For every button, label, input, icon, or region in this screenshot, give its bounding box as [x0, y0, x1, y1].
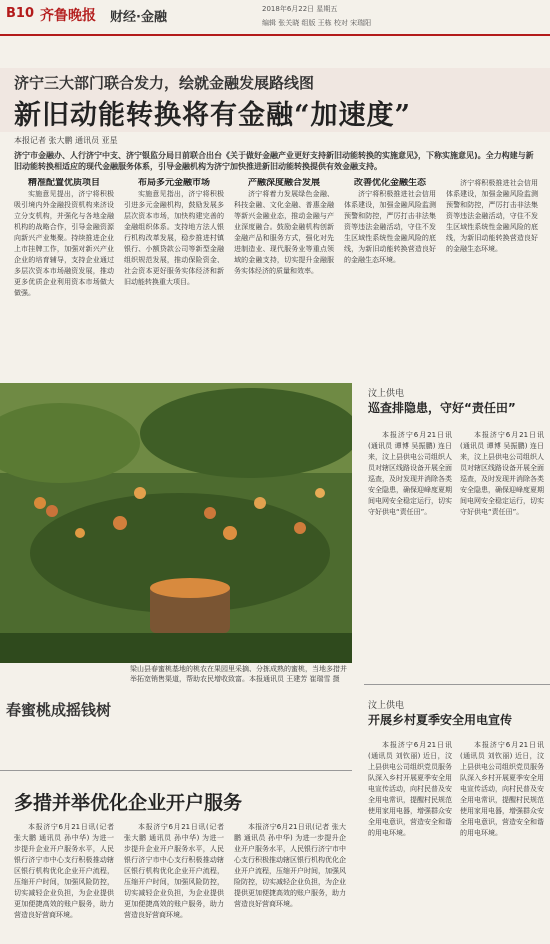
article-paragraph: 实施意见提出，济宁将积极吸引境内外金融投资机构来济设立分支机构，并强化与各地金融机构的战略合作，引导金融资源向新兴产业集聚。持续推进企业上市挂牌工作，加强对新兴产业企业的培育辅导，支持企业通过多层次资本市场融资发展，推动更多优质企业利用资本市场做大做强。	[14, 190, 114, 297]
divider	[0, 770, 352, 771]
editors-line: 编辑 张关晓 组版 王栋 校对 宋瑞阳	[262, 19, 372, 27]
article-paragraph: 济宁将积极推进社会信用体系建设，加强金融风险监测预警和防控，严厉打击非法集资等违法金融活动，守住不发生区域性系统性金融风险的底线，为新旧动能转换营造良好的金融生态环境。	[446, 179, 538, 253]
photo-side-title: 春蜜桃成摇钱树	[6, 701, 112, 719]
article-subheading: 产融深度融合发展	[247, 178, 320, 188]
right-article-2-column-2	[460, 740, 544, 936]
peach-orchard-photo	[0, 383, 352, 663]
article-column-1	[14, 178, 114, 378]
article-subheading: 布局多元金融市场	[137, 178, 210, 188]
article-title: 开展乡村夏季安全用电宣传	[368, 713, 513, 727]
article-paragraph: 本报济宁6月21日讯(记者 张大鹏 通讯员 孙中华) 为进一步提升企业开户服务水平，人民银行济宁市中心支行积极推动辖区银行机构优化企业开户流程，压缩开户时间，加强风险防控，切实减轻企业负担，为企业提供更加便捷高效的账户服务，助力营造良好营商环境。	[14, 823, 114, 919]
bottom-article-title: 多措并举优化企业开户服务	[14, 792, 243, 814]
bottom-article-column-2	[124, 822, 224, 938]
article-paragraph: 本报济宁6月21日讯(通讯员 谭博 吴振鹏) 连日来，汶上县供电公司组织人员对辖区线路设备开展全面巡查，及时发现并消除各类安全隐患，确保迎峰度夏期间电网安全稳定运行，切实守好供电“责任田”。	[368, 431, 452, 516]
issue-date: 2018年6月22日 星期五	[262, 5, 338, 13]
divider	[364, 684, 550, 685]
article-paragraph: 本报济宁6月21日讯(记者 张大鹏 通讯员 孙中华) 为进一步提升企业开户服务水平，人民银行济宁市中心支行积极推动辖区银行机构优化企业开户流程，压缩开户时间，加强风险防控，切实减轻企业负担，为企业提供更加便捷高效的账户服务，助力营造良好营商环境。	[234, 823, 346, 908]
headline-byline: 本报记者 张大鹏 通讯员 亚星	[14, 136, 118, 145]
article-paragraph: 本报济宁6月21日讯(记者 张大鹏 通讯员 孙中华) 为进一步提升企业开户服务水平，人民银行济宁市中心支行积极推动辖区银行机构优化企业开户流程，压缩开户时间，加强风险防控，切实减轻企业负担，为企业提供更加便捷高效的账户服务，助力营造良好营商环境。	[124, 823, 224, 919]
section-title: 财经·金融	[110, 10, 167, 25]
photo-caption: 梁山县春蜜桃基地的桃农在果园里采摘、分拣成熟的蜜桃，当地多措并举拓宽销售渠道，帮助农民增收致富。本报通讯员 王建芳 崔瑞雪 摄	[130, 665, 347, 683]
article-paragraph: 本报济宁6月21日讯(通讯员 刘钦丽) 近日，汶上县供电公司组织党员服务队深入乡村开展夏季安全用电宣传活动，向村民普及安全用电常识，提醒村民规范使用家用电器，增强群众安全用电意识，营造安全和谐的用电环境。	[368, 741, 452, 837]
article-column-4	[344, 178, 436, 378]
headline-kicker: 济宁三大部门联合发力，绘就金融发展路线图	[14, 74, 315, 92]
right-article-2-column-1	[368, 740, 452, 936]
article-paragraph: 济宁将积极推进社会信用体系建设，加强金融风险监测预警和防控，严厉打击非法集资等违法金融活动，守住不发生区域性系统性金融风险的底线，为新旧动能转换营造良好的金融生态环境。	[344, 190, 436, 264]
article-column-3	[234, 178, 334, 378]
paper-name: 齐鲁晚报	[40, 8, 96, 24]
right-article-1-column-1	[368, 430, 452, 666]
page-number: B10	[6, 6, 34, 21]
headline-title: 新旧动能转换将有金融“加速度”	[14, 100, 412, 131]
right-article-2-header	[368, 698, 544, 728]
headline-lead: 济宁市金融办、人行济宁中支、济宁银监分局日前联合出台《关于做好金融产业更好支持新旧动能转换的实施意见》，下称实施意见)。全力构建与新旧动能转换相适应的现代金融服务体系，引导金融机构为济宁加快推进新旧动能转换提供有效金融支持。	[14, 151, 534, 171]
article-tag: 汶上供电	[368, 701, 405, 711]
bottom-article-column-3	[234, 822, 346, 938]
article-subheading: 精准配置优质项目	[27, 178, 100, 188]
article-column-2	[124, 178, 224, 378]
photo-illustration	[0, 383, 352, 663]
article-tag: 汶上供电	[368, 389, 405, 399]
right-article-1-column-2	[460, 430, 544, 666]
bottom-article-column-1	[14, 822, 114, 938]
article-paragraph: 本报济宁6月21日讯(通讯员 刘钦丽) 近日，汶上县供电公司组织党员服务队深入乡村开展夏季安全用电宣传活动，向村民普及安全用电常识，提醒村民规范使用家用电器，增强群众安全用电意识，营造安全和谐的用电环境。	[460, 741, 544, 837]
article-title: 巡查排隐患，守好“责任田”	[368, 401, 516, 415]
article-column-5	[446, 178, 538, 378]
article-paragraph: 实施意见指出，济宁将积极引进多元金融机构，鼓励发展多层次资本市场，加快构建完善的金融组织体系。支持地方法人银行机构改革发展，稳步推进村镇银行、小额贷款公司等新型金融组织规范发展，推动保险资金、社会资本更好服务实体经济和新旧动能转换重大项目。	[124, 190, 224, 286]
article-paragraph: 本报济宁6月21日讯(通讯员 谭博 吴振鹏) 连日来，汶上县供电公司组织人员对辖区线路设备开展全面巡查，及时发现并消除各类安全隐患，确保迎峰度夏期间电网安全稳定运行，切实守好供电“责任田”。	[460, 431, 544, 516]
article-paragraph: 济宁将着力发展绿色金融、科技金融、文化金融、普惠金融等新兴金融业态，推动金融与产业深度融合。鼓励金融机构创新金融产品和服务方式，强化对先进制造业、现代服务业等重点领域的金融支持，切实提升金融服务实体经济的质量和效率。	[234, 190, 334, 275]
article-subheading: 改善优化金融生态	[353, 178, 426, 188]
right-article-1-header	[368, 386, 544, 416]
